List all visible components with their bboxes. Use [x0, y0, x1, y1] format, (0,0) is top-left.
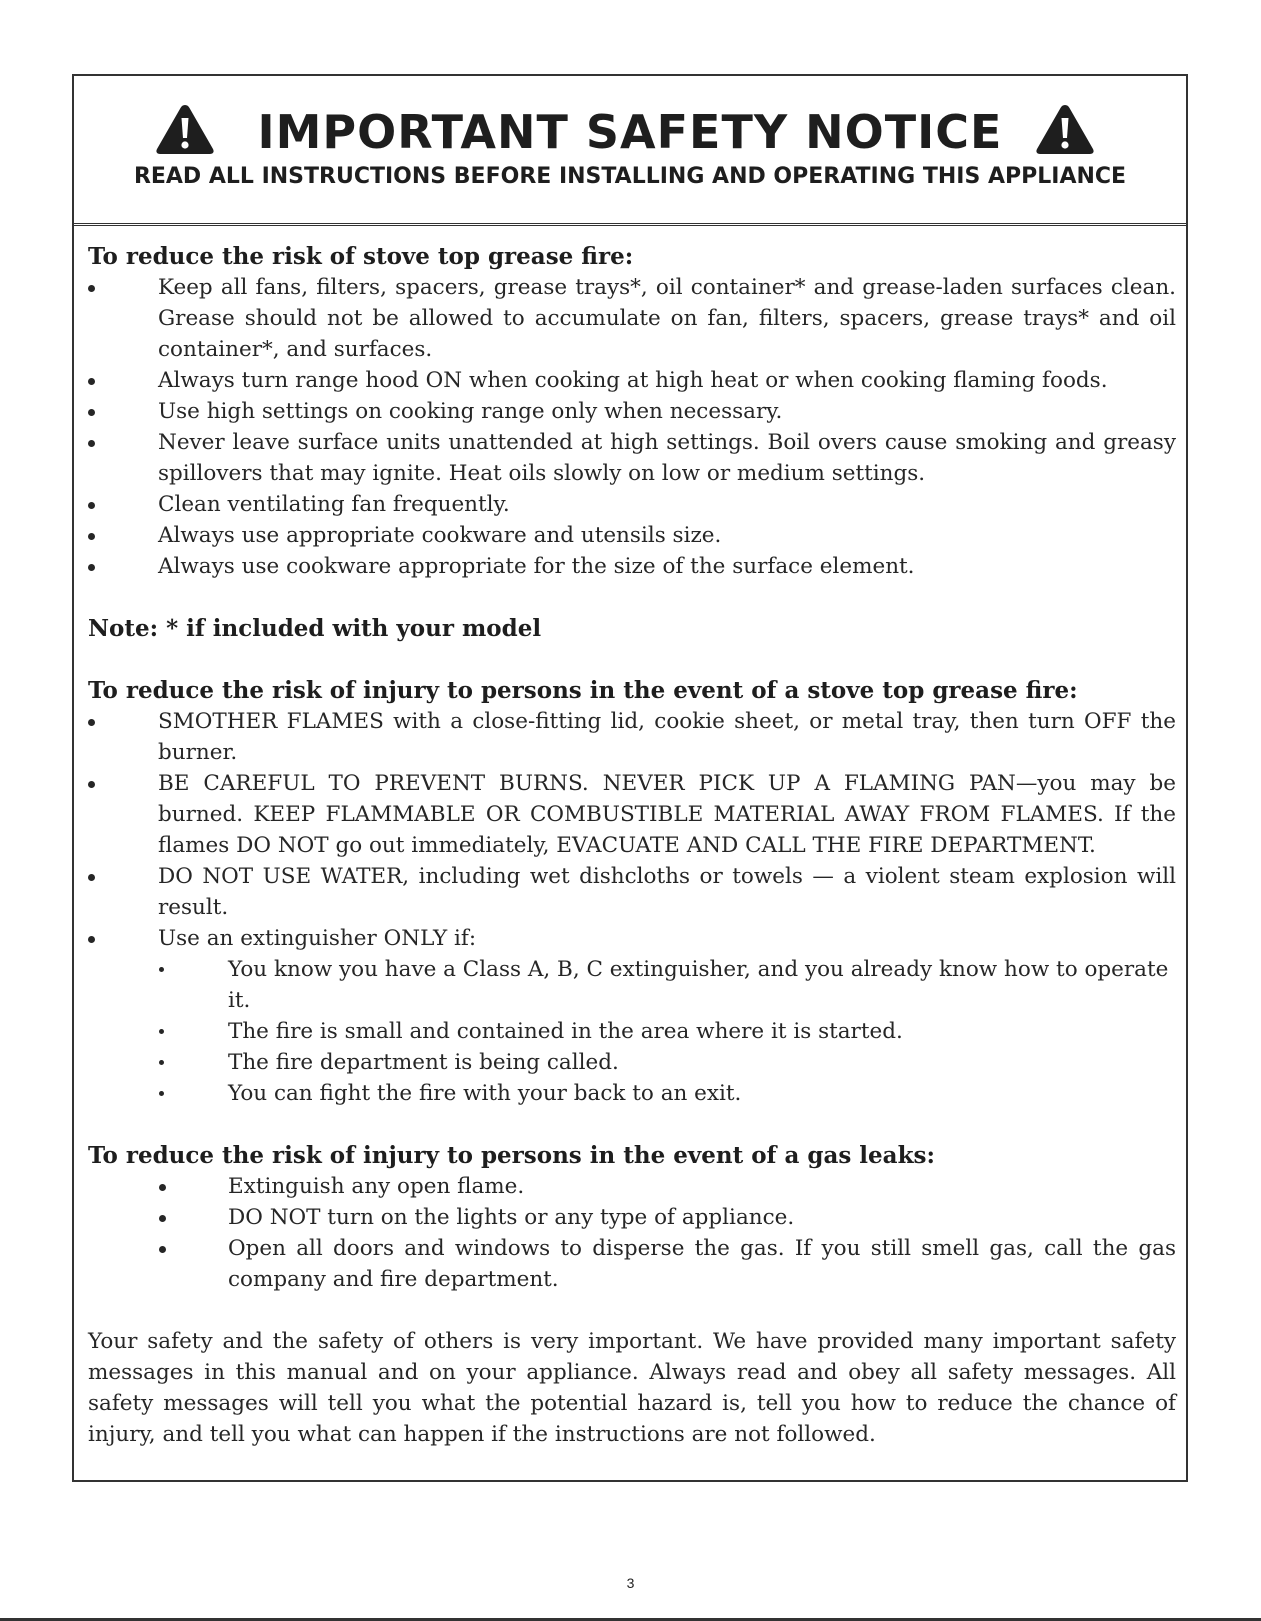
sub-list-item: You know you have a Class A, B, C extinguisher, and you already know how to operate it.: [88, 954, 1176, 1016]
list-item: BE CAREFUL TO PREVENT BURNS. NEVER PICK UP A FLAMING PAN—you may be burned. KEEP FLAMMABLE OR COMBUSTIBLE MATERIAL AWAY FROM FLAMES. If the flames DO NOT go out immediately, EVACUATE AND CALL THE FIRE DEPARTMENT.: [88, 768, 1176, 861]
bullet-icon: [88, 409, 95, 416]
list-item: Never leave surface units unattended at high settings. Boil overs cause smoking and greasy spillovers that may ignite. Heat oils slowly on low or medium settings.: [88, 427, 1176, 489]
bullet-icon: [88, 936, 95, 943]
bullet-icon: [88, 440, 95, 447]
sub-list-item: The fire department is being called.: [88, 1047, 1176, 1078]
notice-frame: [72, 74, 1188, 1482]
notice-body: [88, 241, 1176, 1450]
list-item: Keep all fans, filters, spacers, grease trays*, oil container* and grease-laden surfaces clean. Grease should not be allowed to accumulate on fan, filters, spacers, grease trays* and oil container*, and surfaces.: [88, 272, 1176, 365]
list-item: Use high settings on cooking range only when necessary.: [88, 396, 1176, 427]
page-number: 3: [626, 1575, 635, 1591]
bullet-icon: [88, 781, 95, 788]
list-item: SMOTHER FLAMES with a close-fitting lid, cookie sheet, or metal tray, then turn OFF the burner.: [88, 706, 1176, 768]
sub-list-item: You can fight the fire with your back to an exit.: [88, 1078, 1176, 1109]
list-item: Always use cookware appropriate for the size of the surface element.: [88, 551, 1176, 582]
bullet-icon: [159, 1215, 166, 1222]
list-item: DO NOT USE WATER, including wet dishcloths or towels — a violent steam explosion will result.: [88, 861, 1176, 923]
closing-paragraph: Your safety and the safety of others is very important. We have provided many important safety messages in this manual and on your appliance. Always read and obey all safety messages. All safety messages will tell you what the potential hazard is, tell you how to reduce the chance of injury, and tell you what can happen if the instructions are not followed.: [88, 1329, 1176, 1447]
bullet-icon: [159, 1184, 166, 1191]
extinguisher-conditions-list: [88, 954, 1176, 1109]
notice-header: [74, 76, 1186, 226]
bullet-icon: [88, 874, 95, 881]
bullet-icon: [88, 533, 95, 540]
gas-leak-list: [88, 1171, 1176, 1295]
sub-list-item: The fire is small and contained in the area where it is started.: [88, 1016, 1176, 1047]
page-subtitle: READ ALL INSTRUCTIONS BEFORE INSTALLING AND OPERATING THIS APPLIANCE: [133, 164, 1127, 189]
bullet-icon: [159, 967, 164, 972]
warning-triangle-icon: [154, 102, 216, 156]
injury-grease-fire-list: [88, 706, 1176, 954]
list-item: Clean ventilating fan frequently.: [88, 489, 1176, 520]
section-heading-grease-fire: To reduce the risk of stove top grease fire:: [88, 243, 634, 270]
bullet-icon: [159, 1091, 164, 1096]
bullet-icon: [159, 1060, 164, 1065]
model-note: Note: * if included with your model: [88, 615, 542, 642]
list-item: DO NOT turn on the lights or any type of appliance.: [88, 1202, 1176, 1233]
bullet-icon: [88, 378, 95, 385]
bullet-icon: [159, 1029, 164, 1034]
title-row: [74, 102, 1186, 162]
grease-fire-list: [88, 272, 1176, 582]
warning-triangle-icon: [1034, 102, 1096, 156]
list-item: Always turn range hood ON when cooking at high heat or when cooking flaming foods.: [88, 365, 1176, 396]
list-item: Extinguish any open flame.: [88, 1171, 1176, 1202]
list-item: Open all doors and windows to disperse the gas. If you still smell gas, call the gas company and fire department.: [88, 1233, 1176, 1295]
bullet-icon: [88, 502, 95, 509]
list-item: Use an extinguisher ONLY if:: [88, 923, 1176, 954]
page-title: IMPORTANT SAFETY NOTICE: [257, 105, 1003, 159]
bullet-icon: [159, 1246, 166, 1253]
section-heading-gas-leak: To reduce the risk of injury to persons in the event of a gas leaks:: [88, 1142, 935, 1169]
bullet-icon: [88, 564, 95, 571]
list-item: Always use appropriate cookware and utensils size.: [88, 520, 1176, 551]
bullet-icon: [88, 285, 95, 292]
bullet-icon: [88, 719, 95, 726]
section-heading-injury-grease-fire: To reduce the risk of injury to persons in the event of a stove top grease fire:: [88, 677, 1078, 704]
